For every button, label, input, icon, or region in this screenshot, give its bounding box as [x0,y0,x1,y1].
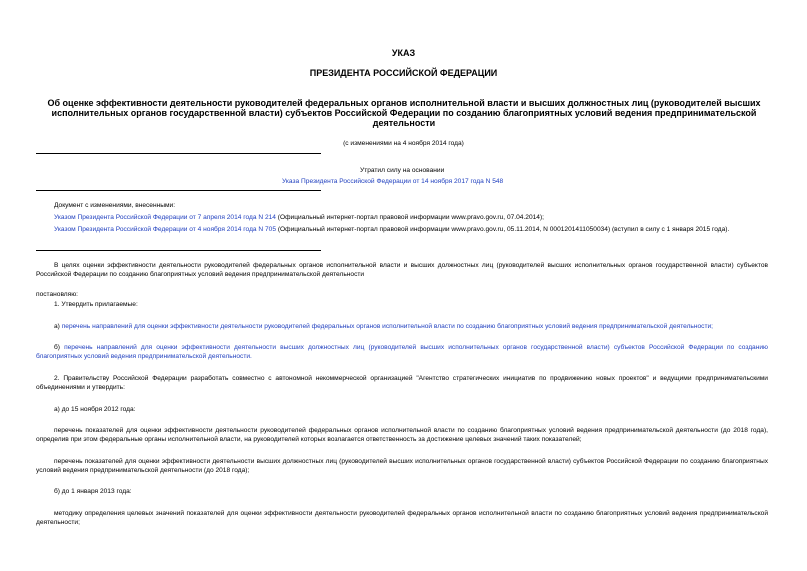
paragraph-2a: а) до 15 ноября 2012 года: [54,406,136,413]
list-link-1a[interactable]: перечень направлений для оценки эффективности деятельности руководителей федеральных органов исполнительной власти по созданию благоприятных условий ведения предпринимательской деятельности; [61,323,714,330]
changes-header: Документ с изменениями, внесенными: [54,202,176,209]
doc-issuer: ПРЕЗИДЕНТА РОССИЙСКОЙ ФЕДЕРАЦИИ [309,68,498,78]
lost-force-link[interactable]: Указа Президента Российской Федерации от 14 ноября 2017 года N 548 [282,178,504,185]
paragraph-2a-1: перечень показателей для оценки эффективности деятельности руководителей федеральных органов исполнительной власти по созданию благоприятных условий ведения предпринимательской деятельности (до 2018 года), определив при этом федеральные органы исполнительной власти, на руководителей которых возлагается ответственность за достижение целевых значений таких показателей; [36,427,768,443]
paragraph-1: 1. Утвердить прилагаемые: [54,301,138,308]
change-link-2[interactable]: Указом Президента Российской Федерации от 4 ноября 2014 года N 705 [54,226,277,233]
paragraph-1a [36,322,768,331]
item-prefix: а) [54,323,62,330]
lost-force-label: Утратил силу на основании [360,167,445,174]
doc-subtitle: Об оценке эффективности деятельности руководителей федеральных органов исполнительной власти и высших должностных лиц (руководителей высших исполнительных органов государственной власти) субъектов Российской Федерации по созданию благоприятных условий ведения предпринимательской деятельности [47,98,761,128]
item-prefix: б) [54,344,65,351]
doc-title: УКАЗ [391,48,416,58]
paragraph-2b: б) до 1 января 2013 года: [54,488,132,495]
change-item-1 [36,213,768,222]
paragraph-intro: В целях оценки эффективности деятельности руководителей федеральных органов исполнительной власти и высших должностных лиц (руководителей высших исполнительных органов государственной власти) субъектов Российской Федерации по созданию благоприятных условий ведения предпринимательской деятельности [36,262,768,278]
divider [36,250,321,251]
divider [36,153,321,154]
change-text-1: (Официальный интернет-портал правовой информации www.pravo.gov.ru, 07.04.2014); [275,214,544,221]
paragraph-decree: постановляю: [36,291,79,298]
change-link-1[interactable]: Указом Президента Российской Федерации от 7 апреля 2014 года N 214 [54,214,276,221]
paragraph-2: 2. Правительству Российской Федерации разработать совместно с автономной некоммерческой организацией "Агентство стратегических инициатив по продвижению новых проектов" и ведущими предпринимательскими объединениями и утвердить: [36,375,768,391]
change-text-2: (Официальный интернет-портал правовой информации www.pravo.gov.ru, 05.11.2014, N 0001201411050034) (вступил в силу с 1 января 2015 года). [276,226,730,233]
change-item-2 [36,225,768,234]
paragraph-2a-2: перечень показателей для оценки эффективности деятельности высших должностных лиц (руководителей высших исполнительных органов государственной власти) субъектов Российской Федерации по созданию благоприятных условий ведения предпринимательской деятельности (до 2018 года); [36,458,768,474]
paragraph-2b-1: методику определения целевых значений показателей для оценки эффективности деятельности руководителей федеральных органов исполнительной власти по созданию благоприятных условий ведения предпринимательской деятельности; [36,510,768,526]
amendment-note: (с изменениями на 4 ноября 2014 года) [343,140,464,147]
paragraph-1b [36,343,768,361]
list-link-1b[interactable]: перечень направлений для оценки эффективности деятельности высших должностных лиц (руководителей высших исполнительных органов государственной власти) субъектов Российской Федерации по созданию благоприятных условий ведения предпринимательской деятельности. [36,344,768,360]
divider [36,190,321,191]
